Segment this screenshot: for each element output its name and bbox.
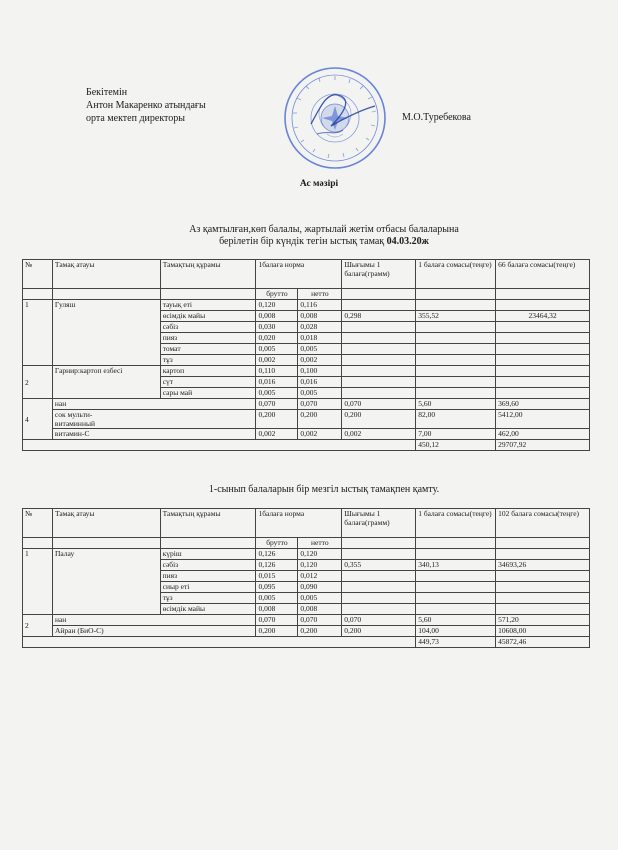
table-row: тұз 0,005 0,005 — [23, 593, 590, 604]
header-num: № — [23, 260, 53, 289]
approval-line-3: орта мектеп директоры — [86, 113, 186, 124]
header-norm: 1балаға норма — [256, 260, 342, 289]
table-row: Айран (БиО-С) 0,200 0,200 0,200 104,00 10608,00 — [23, 626, 590, 637]
header-cost-one: 1 балаға сомасы(теңге) — [416, 260, 496, 289]
table-row: 4 нан 0,070 0,070 0,070 5,60 369,60 — [23, 399, 590, 410]
table-row: 2 Гарнир:картоп езбесі картоп 0,110 0,100 — [23, 366, 590, 377]
header-cost-one: 1 балаға сомасы(теңге) — [416, 509, 496, 538]
table1-title-prefix: берілетін бір күндік тегін ыстық тамақ — [219, 236, 387, 247]
table-row: витамин-С 0,002 0,002 0,002 7,00 462,00 — [23, 429, 590, 440]
header-consumption: Шығымы 1 балаға(грамм) — [342, 509, 416, 538]
table-row: сәбіз 0,030 0,028 — [23, 322, 590, 333]
header-brutto: брутто — [256, 538, 298, 549]
table1-title-line-2 — [30, 236, 618, 248]
menu-title: Ас мәзірі — [299, 179, 339, 189]
table-row: өсімдік майы 0,008 0,008 0,298 355,52 23464,32 — [23, 311, 590, 322]
table-row: өсімдік майы 0,008 0,008 — [23, 604, 590, 615]
menu-date: 04.03.20ж — [386, 236, 429, 247]
total-cost-all: 29707,92 — [496, 440, 590, 451]
header-cost-total: 102 балаға сомасы(теңге) — [496, 509, 590, 538]
header-netto: нетто — [298, 538, 342, 549]
header-composition: Тамақтың құрамы — [160, 509, 256, 538]
table-row: сары май 0,005 0,005 — [23, 388, 590, 399]
table-row: 1 Гуляш тауық еті 0,120 0,116 — [23, 300, 590, 311]
header-netto: нетто — [298, 289, 342, 300]
table-row: пияз 0,015 0,012 — [23, 571, 590, 582]
header-num: № — [23, 509, 53, 538]
table-row: тұз 0,002 0,002 — [23, 355, 590, 366]
total-cost-all: 45872,46 — [496, 637, 590, 648]
approval-block — [86, 86, 206, 125]
table2-title: 1-сынып балаларын бір мезгіл ыстық тамақпен қамту. — [208, 484, 440, 495]
table-row: томат 0,005 0,005 — [23, 344, 590, 355]
header-dish: Тамақ атауы — [52, 260, 160, 289]
menu-table-1 — [22, 259, 590, 451]
header-cost-total: 66 балаға сомасы(теңге) — [496, 260, 590, 289]
signer-name: М.О.Туребекова — [402, 112, 471, 123]
total-row — [23, 637, 590, 648]
header-composition: Тамақтың құрамы — [160, 260, 256, 289]
table-row: 2 нан 0,070 0,070 0,070 5,60 571,20 — [23, 615, 590, 626]
menu-table-2 — [22, 508, 590, 648]
table-row: сүт 0,016 0,016 — [23, 377, 590, 388]
table1-title-line-1: Аз қамтылған,көп балалы, жартылай жетім отбасы балаларына — [189, 224, 459, 235]
table-row: сәбіз 0,126 0,120 0,355 340,13 34693,26 — [23, 560, 590, 571]
total-cost-one: 450,12 — [416, 440, 496, 451]
table-row: сок мульти-витаминный 0,200 0,200 0,200 82,00 5412,00 — [23, 410, 590, 429]
table-row: 1 Палау күріш 0,126 0,120 — [23, 549, 590, 560]
table-row: пияз 0,020 0,018 — [23, 333, 590, 344]
total-cost-one: 449,73 — [416, 637, 496, 648]
header-consumption: Шығымы 1 балаға(грамм) — [342, 260, 416, 289]
total-row — [23, 440, 590, 451]
header-norm: 1балаға норма — [256, 509, 342, 538]
header-brutto: брутто — [256, 289, 298, 300]
table-row: сиыр еті 0,095 0,090 — [23, 582, 590, 593]
official-stamp-icon — [283, 66, 387, 170]
table1-title — [0, 224, 618, 248]
approval-line-2: Антон Макаренко атындағы — [86, 100, 206, 111]
header-dish: Тамақ атауы — [52, 509, 160, 538]
approval-line-1: Бекітемін — [86, 87, 128, 98]
